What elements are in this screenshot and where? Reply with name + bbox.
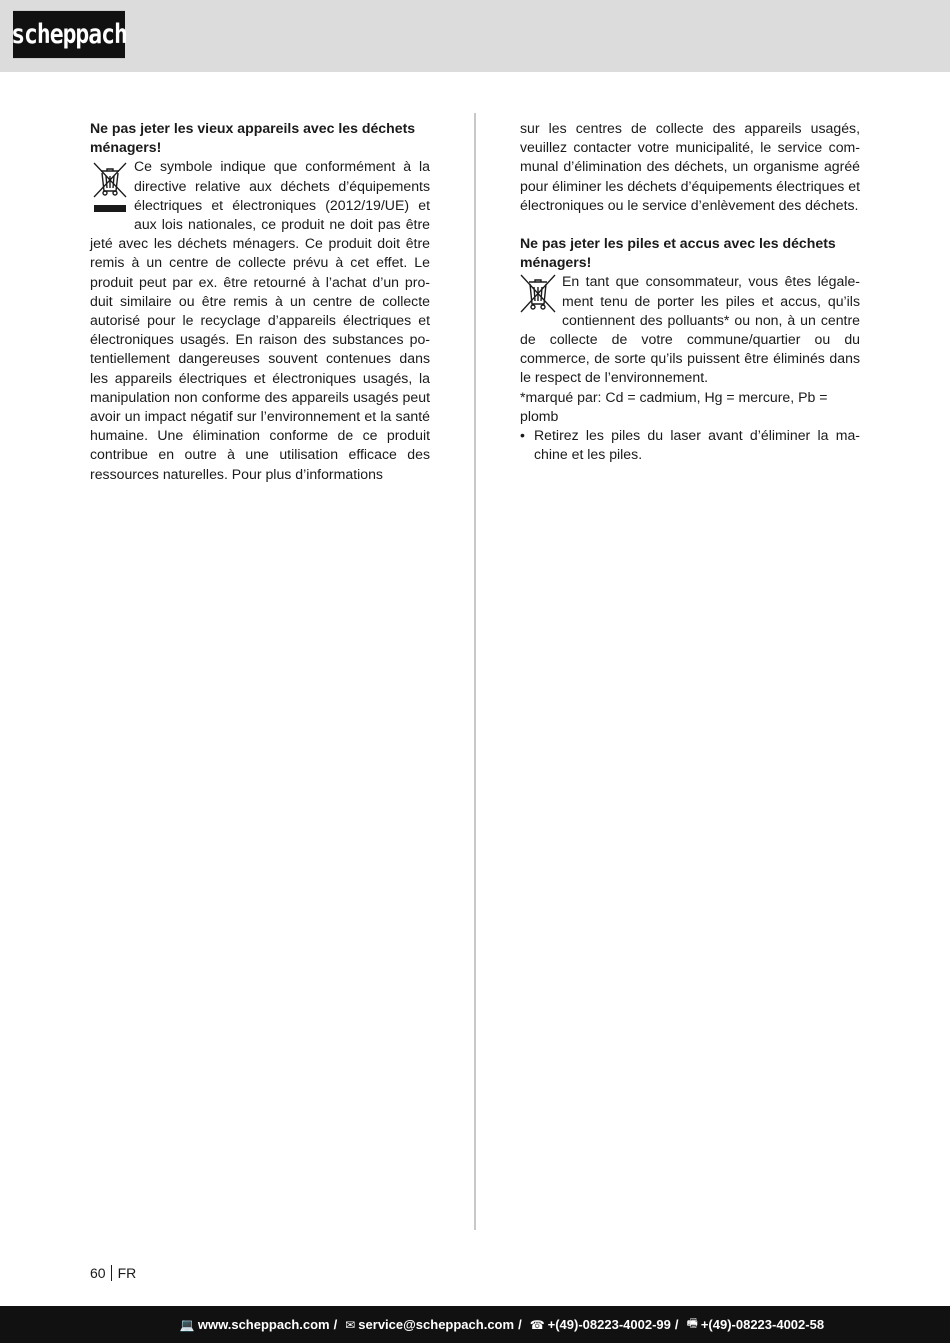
weee-body: Ce symbole indique que conformément à la directive relative aux déchets d’équipements électriques et électroniques (2012/19/UE) et aux lois nationales, ce produit ne doit pas être jeté avec les déchets ménagers. Ce produit doit être remis à un centre de collecte prévu à cet effet. Le produit peut par ex. être retourné à l’achat d’un produit similaire ou être remis à un centre de collecte autorisé pour le recyclage d’appareils électriques et électroniques usagés. En raison des substances potentiellement dangereuses souvent contenues dans les appareils électriques et électroniques usagés, la manipulation non conforme des appareils usagés peut avoir un impact négatif sur l’environnement et la santé humaine. Une élimination conforme de ce produit contribue en outre à une utilisation efficace des ressources naturelles. Pour plus d’informations: [90, 158, 430, 482]
computer-icon: 💻: [179, 1317, 195, 1332]
paragraph-gap: [520, 215, 860, 234]
weee-heading: Ne pas jeter les vieux appareils avec les déchets ménagers!: [90, 120, 416, 156]
pollutant-footnote: *marqué par: Cd = cadmium, Hg = mercure, Pb = plomb: [520, 388, 828, 424]
footer-phone[interactable]: +(49)-08223-4002-99: [547, 1317, 671, 1332]
footer-separator: /: [674, 1317, 679, 1332]
footer-bar: [0, 1306, 950, 1343]
bullet-icon: •: [520, 427, 525, 444]
column-divider: [474, 113, 476, 1230]
footer-separator: /: [333, 1317, 338, 1332]
fax-icon: 🖷: [686, 1316, 698, 1330]
list-item-text: Retirez les piles du laser avant d’éliminer la machine et les piles.: [534, 427, 860, 463]
battery-heading: Ne pas jeter les piles et accus avec les déchets ménagers!: [520, 235, 836, 271]
crossed-out-wheelie-bin-icon: [518, 272, 558, 316]
right-column: [520, 119, 860, 464]
header-band: [0, 0, 950, 72]
battery-body: En tant que consommateur, vous êtes légalement tenu de porter les piles et accus, qu’ils contiennent des polluants* ou non, à un centre de collecte de votre commune/quartier ou du commerce, de sorte qu’ils puissent être éliminés dans le respect de l’environnement.: [520, 273, 860, 386]
footer-separator: /: [518, 1317, 522, 1332]
crossed-out-wheelie-bin-with-bar-icon: [90, 157, 130, 217]
footer-website[interactable]: www.scheppach.com: [197, 1317, 330, 1332]
footer-email[interactable]: service@scheppach.com: [358, 1317, 515, 1332]
mail-icon: ✉: [345, 1317, 356, 1332]
page-number-separator: [111, 1265, 112, 1281]
page-language: FR: [117, 1265, 137, 1281]
page-number: 60: [90, 1265, 106, 1281]
left-column: [90, 119, 430, 484]
page-number-block: [90, 1265, 136, 1281]
scheppach-logo: scheppach: [13, 11, 125, 58]
weee-body-continuation: sur les centres de collecte des appareils usagés, veuillez contacter votre municipalité, le service communal d’élimination des déchets, un organisme agréé pour éliminer les déchets d’équipements électriques et électroniques ou le service d’enlèvement des déchets.: [520, 120, 861, 213]
phone-icon: ☎: [529, 1317, 545, 1332]
list-item: [520, 426, 860, 464]
footer-fax: +(49)-08223-4002-58: [700, 1317, 825, 1332]
